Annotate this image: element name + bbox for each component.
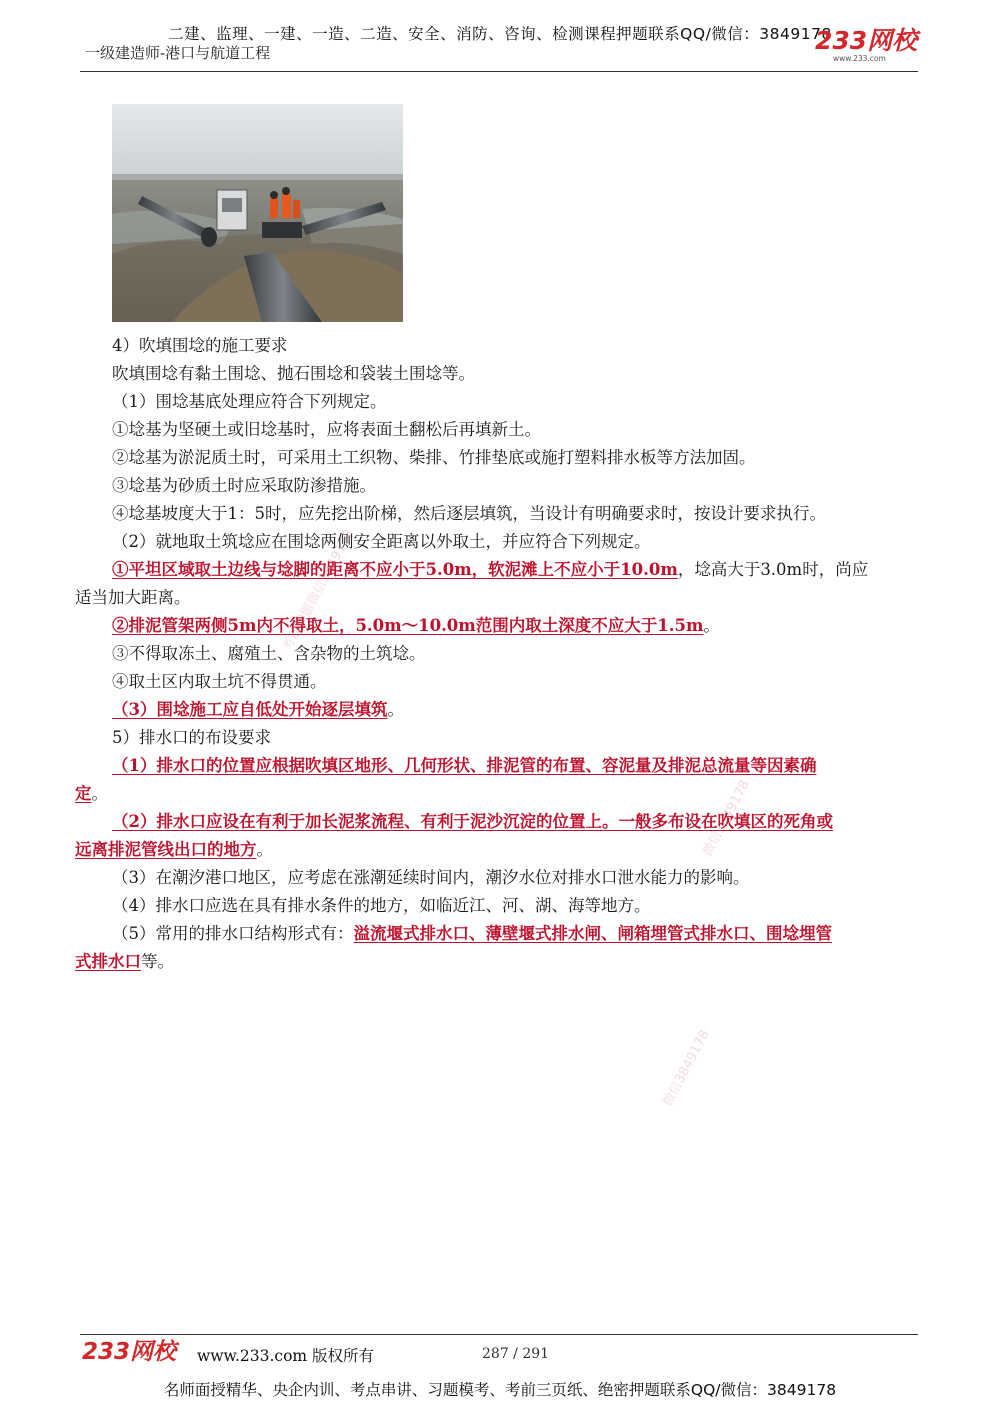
highlight-text: ②排泥管架两侧5m内不得取土，5.0m～10.0m范围内取土深度不应大于1.5m	[112, 616, 704, 635]
highlight-text: （1）排水口的位置应根据吹填区地形、几何形状、排泥管的布置、容泥量及排泥总流量等因素确	[112, 756, 817, 775]
highlight-text: 定	[75, 784, 92, 803]
highlight-text: （3）围埝施工应自低处开始逐层填筑	[112, 700, 388, 719]
footer-copyright: www.233.com 版权所有	[197, 1347, 375, 1365]
section-4-item-2: （2）就地取土筑埝应在围埝两侧安全距离以外取土，并应符合下列规定。	[112, 532, 651, 551]
highlight-text: 溢流堰式排水口、薄壁堰式排水闸、闸箱埋管式排水口、围埝埋管	[353, 924, 832, 943]
section-5-item-5-cont	[75, 952, 174, 972]
section-5-item-3: （3）在潮汐港口地区，应考虑在涨潮延续时间内，潮汐水位对排水口泄水能力的影响。	[112, 868, 750, 887]
header-banner: 二建、监理、一建、一造、二造、安全、消防、咨询、检测课程押题联系QQ/微信：3849178	[168, 25, 832, 43]
highlight-text: 式排水口	[75, 952, 141, 971]
section-5-item-2-cont	[75, 840, 273, 860]
section-4-title: 4）吹填围埝的施工要求	[112, 336, 288, 355]
footer-logo: 233网校	[82, 1339, 177, 1365]
plain-text: （5）常用的排水口结构形式有：	[112, 924, 354, 943]
section-5-item-4: （4）排水口应选在具有排水条件的地方，如临近江、河、湖、海等地方。	[112, 896, 651, 915]
section-4-item-1: （1）围埝基底处理应符合下列规定。	[112, 392, 387, 411]
watermark-text: 微信3849178	[700, 777, 753, 859]
section-5-title: 5）排水口的布设要求	[112, 728, 271, 747]
section-4-item-1-c: ③埝基为砂质土时应采取防渗措施。	[112, 476, 376, 495]
section-5-item-1	[112, 756, 816, 776]
brand-logo	[815, 28, 920, 64]
highlight-text: ①平坦区域取土边线与埝脚的距离不应小于5.0m，软泥滩上不应小于10.0m	[112, 560, 678, 579]
section-4-item-2-c: ③不得取冻土、腐殖土、含杂物的土筑埝。	[112, 644, 426, 663]
section-4-item-2-d: ④取土区内取土坑不得贯通。	[112, 672, 327, 691]
plain-text: ，埝高大于3.0m时，尚应	[677, 560, 869, 579]
footer-divider	[80, 1334, 918, 1335]
section-4-item-1-d: ④埝基坡度大于1：5时，应先挖出阶梯，然后逐层填筑，当设计有明确要求时，按设计要求执行。	[112, 504, 826, 523]
highlight-text: （2）排水口应设在有利于加长泥浆流程、有利于泥沙沉淀的位置上。一般多布设在吹填区的死角或	[112, 812, 833, 831]
section-4-item-3	[112, 700, 404, 720]
plain-text: 。	[91, 784, 108, 803]
dredge-pipeline-photo	[112, 104, 403, 322]
section-4-item-2-b	[112, 616, 720, 636]
plain-text: 。	[387, 700, 404, 719]
section-4-item-2-a	[112, 560, 868, 580]
page-number: 287 / 291	[482, 1346, 550, 1362]
watermark-text: 微信3849178	[660, 1027, 713, 1109]
brand-logo-url: www.233.com	[833, 54, 886, 63]
plain-text: 等。	[141, 952, 174, 971]
plain-text: 。	[703, 616, 720, 635]
highlight-text: 远离排泥管线出口的地方	[75, 840, 257, 859]
section-4-item-1-a: ①埝基为坚硬土或旧埝基时，应将表面土翻松后再填新土。	[112, 420, 541, 439]
section-4-intro: 吹填围埝有黏土围埝、抛石围埝和袋装土围埝等。	[112, 364, 475, 383]
section-5-item-1-cont	[75, 784, 108, 804]
section-4-item-2-a-cont: 适当加大距离。	[75, 588, 191, 607]
section-4-item-1-b: ②埝基为淤泥质土时，可采用土工织物、柴排、竹排垫底或施打塑料排水板等方法加固。	[112, 448, 756, 467]
watermark-text: 考前押题微信3849178	[280, 526, 358, 654]
header-subtitle: 一级建造师-港口与航道工程	[85, 44, 271, 62]
header-divider	[80, 71, 918, 72]
brand-logo-text: 233网校	[815, 26, 918, 55]
footer-banner: 名师面授精华、央企内训、考点串讲、习题模考、考前三页纸、绝密押题联系QQ/微信：3849178	[163, 1381, 837, 1399]
section-5-item-5	[112, 924, 832, 944]
plain-text: 。	[256, 840, 273, 859]
